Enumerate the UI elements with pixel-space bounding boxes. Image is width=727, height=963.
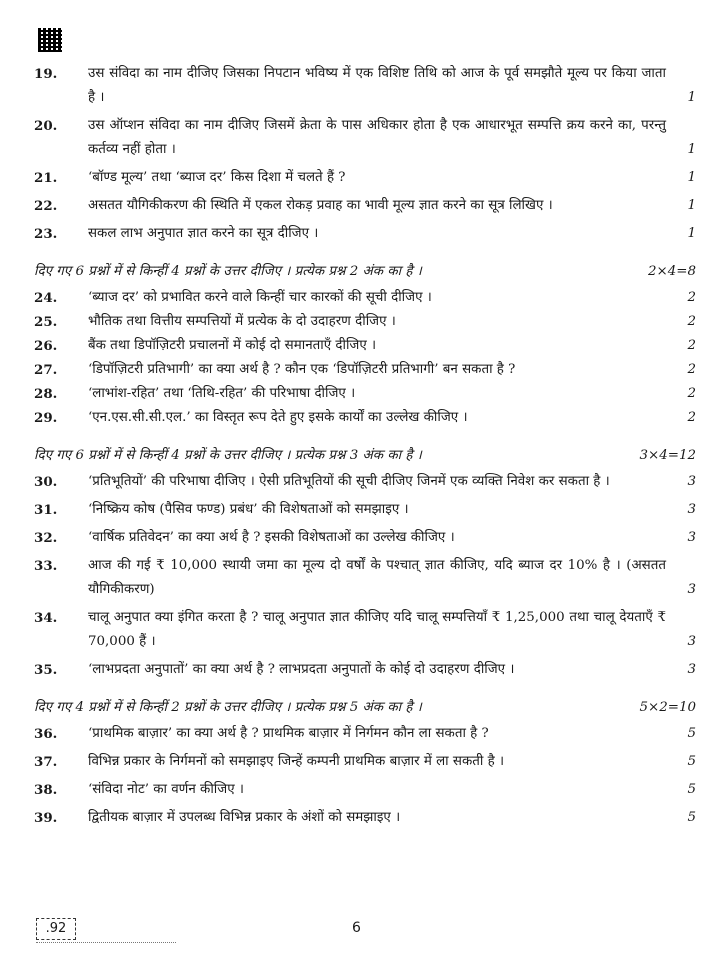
- question-marks: 3: [687, 582, 696, 597]
- question-marks: 2: [687, 314, 696, 329]
- question-text: ‘बॉण्ड मूल्य’ तथा ‘ब्याज दर’ किस दिशा में चलते हैं ?: [88, 170, 346, 185]
- question-text: द्वितीयक बाज़ार में उपलब्ध विभिन्न प्रकार के अंशों को समझाइए ।: [88, 810, 401, 825]
- question-marks: 1: [687, 198, 696, 213]
- question-list: [34, 62, 696, 830]
- question-marks: 3: [687, 530, 696, 545]
- question-text: ‘एन.एस.सी.सी.एल.’ का विस्तृत रूप देते हुए इसके कार्यों का उल्लेख कीजिए ।: [88, 410, 468, 425]
- section-heading: [34, 260, 696, 284]
- question-number: 32.: [34, 530, 58, 546]
- question-22: [34, 194, 696, 218]
- question-text: ‘वार्षिक प्रतिवेदन’ का क्या अर्थ है ? इसकी विशेषताओं का उल्लेख कीजिए ।: [88, 530, 455, 545]
- question-31: [34, 498, 696, 522]
- question-marks: 3: [687, 662, 696, 677]
- question-number: 30.: [34, 474, 58, 490]
- qr-code-icon: [38, 28, 62, 52]
- question-number: 28.: [34, 386, 58, 402]
- question-marks: 3: [687, 474, 696, 489]
- question-text: ‘लाभप्रदता अनुपातों’ का क्या अर्थ है ? लाभप्रदता अनुपातों के कोई दो उदाहरण दीजिए ।: [88, 662, 515, 677]
- section-instruction: दिए गए 6 प्रश्नों में से किन्हीं 4 प्रश्नों के उत्तर दीजिए । प्रत्येक प्रश्न 3 अंक का है ।: [34, 448, 422, 463]
- question-24: [34, 286, 696, 310]
- question-number: 34.: [34, 610, 58, 626]
- question-32: [34, 526, 696, 550]
- question-marks: 1: [687, 142, 696, 157]
- question-text: ‘प्रतिभूतियों’ की परिभाषा दीजिए । ऐसी प्रतिभूतियों की सूची दीजिए जिनमें एक व्यक्ति निवेश कर सकता है ।: [88, 474, 610, 489]
- question-number: 33.: [34, 558, 58, 574]
- question-text: ‘संविदा नोट’ का वर्णन कीजिए ।: [88, 782, 244, 797]
- question-29: [34, 406, 696, 430]
- footer-divider: [36, 942, 176, 943]
- question-number: 26.: [34, 338, 58, 354]
- question-37: [34, 750, 696, 774]
- question-text: ‘ब्याज दर’ को प्रभावित करने वाले किन्हीं चार कारकों की सूची दीजिए ।: [88, 290, 432, 305]
- question-number: 38.: [34, 782, 58, 798]
- question-27: [34, 358, 696, 382]
- question-number: 29.: [34, 410, 58, 426]
- section-instruction: दिए गए 6 प्रश्नों में से किन्हीं 4 प्रश्नों के उत्तर दीजिए । प्रत्येक प्रश्न 2 अंक का है ।: [34, 264, 422, 279]
- question-text: आज की गई ₹ 10,000 स्थायी जमा का मूल्य दो वर्षों के पश्चात् ज्ञात कीजिए, यदि ब्याज दर 10% है । (असतत यौगिकीकरण): [88, 558, 666, 597]
- question-marks: 2: [687, 338, 696, 353]
- question-text: सकल लाभ अनुपात ज्ञात करने का सूत्र दीजिए ।: [88, 226, 319, 241]
- question-marks: 1: [687, 170, 696, 185]
- question-number: 37.: [34, 754, 58, 770]
- question-text: चालू अनुपात क्या इंगित करता है ? चालू अनुपात ज्ञात कीजिए यदि चालू सम्पत्तियाँ ₹ 1,25,000 तथा चालू देयताएँ ₹ 70,000 हैं ।: [88, 610, 666, 649]
- section-heading: [34, 696, 696, 720]
- question-20: [34, 114, 696, 162]
- question-text: बैंक तथा डिपॉज़िटरी प्रचालनों में कोई दो समानताएँ दीजिए ।: [88, 338, 377, 353]
- question-number: 23.: [34, 226, 58, 242]
- question-26: [34, 334, 696, 358]
- section-3: [34, 444, 696, 682]
- section-marks: 3×4=12: [639, 448, 696, 463]
- question-marks: 5: [687, 810, 696, 825]
- section-heading: [34, 444, 696, 468]
- question-marks: 2: [687, 362, 696, 377]
- question-text: विभिन्न प्रकार के निर्गमनों को समझाइए जिन्हें कम्पनी प्राथमिक बाज़ार में ला सकती है ।: [88, 754, 505, 769]
- question-number: 39.: [34, 810, 58, 826]
- section-instruction: दिए गए 4 प्रश्नों में से किन्हीं 2 प्रश्नों के उत्तर दीजिए । प्रत्येक प्रश्न 5 अंक का है ।: [34, 700, 422, 715]
- question-text: उस ऑप्शन संविदा का नाम दीजिए जिसमें क्रेता के पास अधिकार होता है एक आधारभूत सम्पत्ति क्रय करने का, परन्तु कर्तव्य नहीं होता ।: [88, 118, 666, 157]
- question-number: 20.: [34, 118, 58, 134]
- question-21: [34, 166, 696, 190]
- question-marks: 5: [687, 726, 696, 741]
- question-number: 35.: [34, 662, 58, 678]
- question-text: भौतिक तथा वित्तीय सम्पत्तियों में प्रत्येक के दो उदाहरण दीजिए ।: [88, 314, 396, 329]
- question-text: ‘प्राथमिक बाज़ार’ का क्या अर्थ है ? प्राथमिक बाज़ार में निर्गमन कौन ला सकता है ?: [88, 726, 489, 741]
- question-text: ‘निष्क्रिय कोष (पैसिव फण्ड) प्रबंध’ की विशेषताओं को समझाइए ।: [88, 502, 409, 517]
- question-marks: 2: [687, 386, 696, 401]
- question-number: 27.: [34, 362, 58, 378]
- question-number: 24.: [34, 290, 58, 306]
- question-text: उस संविदा का नाम दीजिए जिसका निपटान भविष्य में एक विशिष्ट तिथि को आज के पूर्व समझौते मूल्य पर किया जाता है ।: [88, 66, 666, 105]
- question-19: [34, 62, 696, 110]
- question-text: असतत यौगिकीकरण की स्थिति में एकल रोकड़ प्रवाह का भावी मूल्य ज्ञात करने का सूत्र लिखिए ।: [88, 198, 553, 213]
- question-marks: 2: [687, 410, 696, 425]
- question-36: [34, 722, 696, 746]
- question-25: [34, 310, 696, 334]
- question-number: 31.: [34, 502, 58, 518]
- question-30: [34, 470, 696, 494]
- section-1: [34, 62, 696, 246]
- question-number: 25.: [34, 314, 58, 330]
- section-4: [34, 696, 696, 830]
- question-number: 36.: [34, 726, 58, 742]
- page-number: 6: [352, 920, 361, 936]
- question-number: 21.: [34, 170, 58, 186]
- question-marks: 3: [687, 634, 696, 649]
- question-33: [34, 554, 696, 602]
- question-35: [34, 658, 696, 682]
- question-marks: 5: [687, 782, 696, 797]
- question-23: [34, 222, 696, 246]
- section-marks: 2×4=8: [648, 264, 696, 279]
- question-38: [34, 778, 696, 802]
- question-28: [34, 382, 696, 406]
- question-34: [34, 606, 696, 654]
- section-2: [34, 260, 696, 430]
- question-marks: 5: [687, 754, 696, 769]
- paper-code-box: .92: [36, 918, 76, 940]
- question-39: [34, 806, 696, 830]
- question-marks: 2: [687, 290, 696, 305]
- question-marks: 1: [687, 90, 696, 105]
- question-marks: 1: [687, 226, 696, 241]
- question-number: 19.: [34, 66, 58, 82]
- question-marks: 3: [687, 502, 696, 517]
- question-text: ‘लाभांश-रहित’ तथा ‘तिथि-रहित’ की परिभाषा दीजिए ।: [88, 386, 356, 401]
- question-text: ‘डिपॉज़िटरी प्रतिभागी’ का क्या अर्थ है ? कौन एक ‘डिपॉज़िटरी प्रतिभागी’ बन सकता है ?: [88, 362, 516, 377]
- section-marks: 5×2=10: [639, 700, 696, 715]
- question-number: 22.: [34, 198, 58, 214]
